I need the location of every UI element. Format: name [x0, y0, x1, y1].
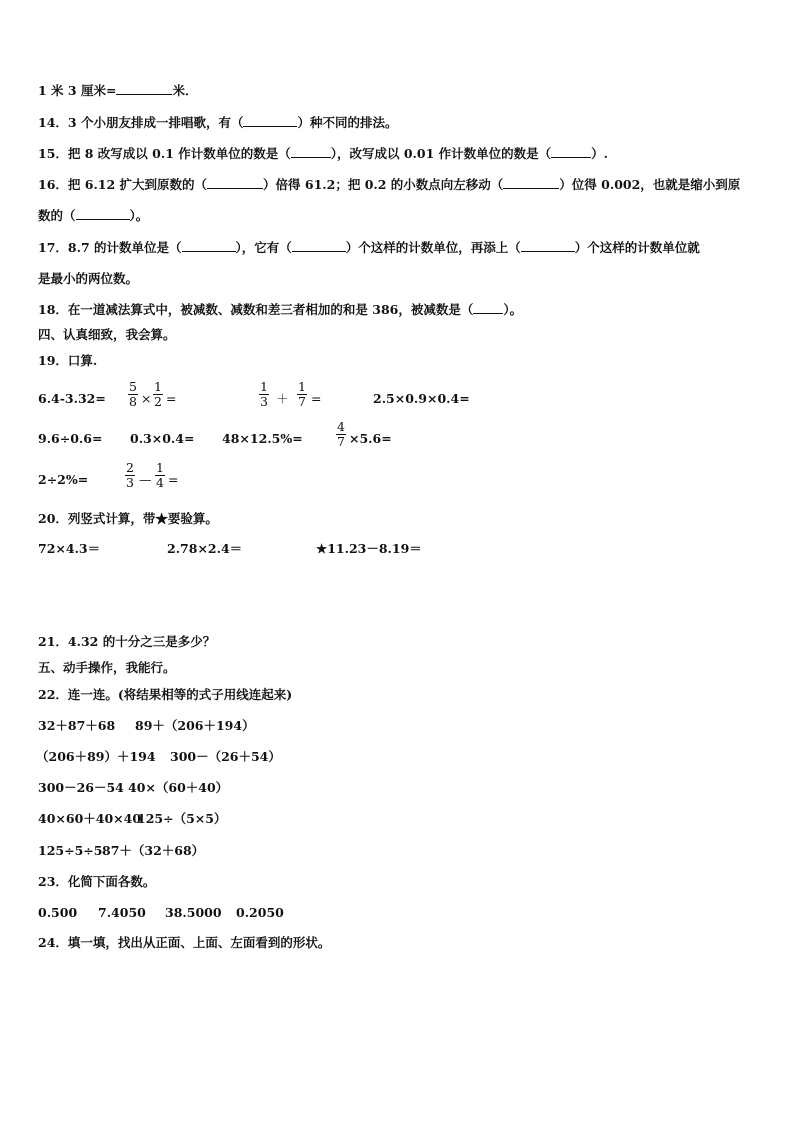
q13-text-a: 1 米 3 厘米=	[38, 83, 117, 98]
oral-r1c3-eq: =	[311, 391, 322, 406]
q13-text-b: 米．	[172, 83, 198, 98]
oral-r3c1: 2÷2%=	[38, 472, 89, 487]
q17-line-1	[38, 239, 700, 257]
vertical-1: 72×4.3＝	[38, 541, 101, 556]
q16-text-c: ）位得 0.002，也就是缩小到原	[559, 177, 741, 192]
q15-blank-1[interactable]	[291, 145, 331, 158]
oral-r2c2: 0.3×0.4=	[130, 431, 195, 446]
frac-den: 3	[126, 475, 134, 490]
frac-den: 3	[260, 394, 268, 409]
q15-text-a: 15．把 8 改写成以 0.1 作计数单位的数是（	[38, 146, 291, 161]
q23-title: 23．化简下面各数。	[38, 874, 156, 889]
frac-num: 4	[337, 419, 345, 434]
q20-title: 20．列竖式计算，带★要验算。	[38, 511, 218, 526]
oral-r2c1: 9.6÷0.6=	[38, 431, 103, 446]
q16-text-a: 16．把 6.12 扩大到原数的（	[38, 177, 208, 192]
frac-num: 1	[154, 379, 162, 394]
q17-blank-2[interactable]	[292, 239, 346, 252]
oral-r1c1: 6.4-3.32=	[38, 391, 106, 406]
match-left-3[interactable]: 300－26－54	[38, 780, 124, 795]
q17-line-2	[38, 270, 138, 288]
oral-r1c4: 2.5×0.9×0.4=	[373, 391, 470, 406]
q13-blank[interactable]	[116, 82, 172, 95]
q16-line-1	[38, 176, 740, 194]
oral-r3c2-frac-1	[125, 461, 135, 490]
frac-num: 1	[156, 460, 164, 475]
q18-text-a: 18．在一道减法算式中，被减数、减数和差三者相加的和是 386，被减数是（	[38, 302, 474, 317]
oral-r1c3-frac-1	[259, 380, 269, 409]
oral-r1c3-op: ＋	[276, 391, 289, 406]
vertical-3: ★11.23－8.19＝	[316, 541, 422, 556]
simplify-4: 0.2050	[236, 905, 284, 920]
oral-r1c2-frac-1	[128, 380, 138, 409]
frac-num: 5	[129, 379, 137, 394]
q16-blank-2[interactable]	[503, 176, 559, 189]
frac-den: 4	[156, 475, 164, 490]
q17-blank-1[interactable]	[182, 239, 236, 252]
oral-r1c2-eq: =	[166, 391, 177, 406]
match-right-1[interactable]: 89＋（206＋194）	[135, 718, 255, 733]
frac-num: 1	[260, 379, 268, 394]
q14	[38, 114, 397, 132]
section-5-heading: 五、动手操作，我能行。	[38, 660, 176, 675]
q17-text-b: ），它有（	[235, 240, 292, 255]
q15-text-b: ），改写成以 0.01 作计数单位的数是（	[330, 146, 552, 161]
section-4-heading: 四、认真细致，我会算。	[38, 327, 176, 342]
oral-r1c2-frac-2	[153, 380, 163, 409]
oral-r3c2-frac-2	[155, 461, 165, 490]
vertical-2: 2.78×2.4＝	[167, 541, 243, 556]
q17-blank-3[interactable]	[521, 239, 575, 252]
simplify-3: 38.5000	[165, 905, 222, 920]
frac-den: 7	[337, 434, 345, 449]
frac-num: 2	[126, 460, 134, 475]
q14-text-b: ）种不同的排法。	[297, 115, 398, 130]
q24-title: 24．填一填，找出从正面、上面、左面看到的形状。	[38, 935, 331, 950]
q21-title: 21．4.32 的十分之三是多少？	[38, 634, 216, 649]
match-left-5[interactable]: 125÷5÷5	[38, 843, 103, 858]
match-left-4[interactable]: 40×60＋40×40	[38, 811, 142, 826]
match-left-2[interactable]: （206＋89）＋194	[36, 749, 156, 764]
match-right-4[interactable]: 125÷（5×5）	[137, 811, 227, 826]
frac-den: 8	[129, 394, 137, 409]
oral-r2c4-tail: ×5.6=	[349, 431, 392, 446]
match-right-2[interactable]: 300－（26＋54）	[170, 749, 281, 764]
simplify-2: 7.4050	[98, 905, 146, 920]
q16-text-e: ）。	[129, 208, 149, 223]
oral-r1c2-op: ×	[141, 391, 152, 406]
q15-blank-2[interactable]	[551, 145, 591, 158]
q16-blank-1[interactable]	[207, 176, 263, 189]
frac-num: 1	[298, 379, 306, 394]
q18-blank[interactable]	[473, 301, 503, 314]
match-left-1[interactable]: 32＋87＋68	[38, 718, 116, 733]
q15-text-c: ）.	[591, 146, 609, 161]
oral-r2c4-frac	[336, 420, 346, 449]
q16-line-2	[38, 207, 148, 225]
match-right-3[interactable]: 40×（60＋40）	[128, 780, 229, 795]
oral-r2c3: 48×12.5%=	[222, 431, 303, 446]
frac-den: 2	[154, 394, 162, 409]
q19-title: 19．口算.	[38, 353, 98, 368]
q17-text-d: ）个这样的计数单位就	[574, 240, 700, 255]
q16-blank-3[interactable]	[76, 207, 130, 220]
q15	[38, 145, 608, 163]
oral-r3c2-op: —	[139, 472, 152, 487]
q22-title: 22．连一连。(将结果相等的式子用线连起来)	[38, 687, 293, 702]
q17-text-e: 是最小的两位数。	[38, 271, 139, 286]
oral-r1c3-frac-2	[297, 380, 307, 409]
q13-tail	[38, 82, 197, 100]
q18-text-b: ）。	[503, 302, 523, 317]
match-right-5[interactable]: 87＋（32＋68）	[102, 843, 205, 858]
q18	[38, 301, 522, 319]
q14-text-a: 14．3 个小朋友排成一排唱歌，有（	[38, 115, 244, 130]
q14-blank[interactable]	[243, 114, 297, 127]
frac-den: 7	[298, 394, 306, 409]
simplify-1: 0.500	[38, 905, 78, 920]
oral-r3c2-eq: =	[168, 472, 179, 487]
q17-text-a: 17．8.7 的计数单位是（	[38, 240, 182, 255]
q17-text-c: ）个这样的计数单位，再添上（	[345, 240, 521, 255]
q16-text-d: 数的（	[38, 208, 76, 223]
q16-text-b: ）倍得 61.2；把 0.2 的小数点向左移动（	[263, 177, 504, 192]
